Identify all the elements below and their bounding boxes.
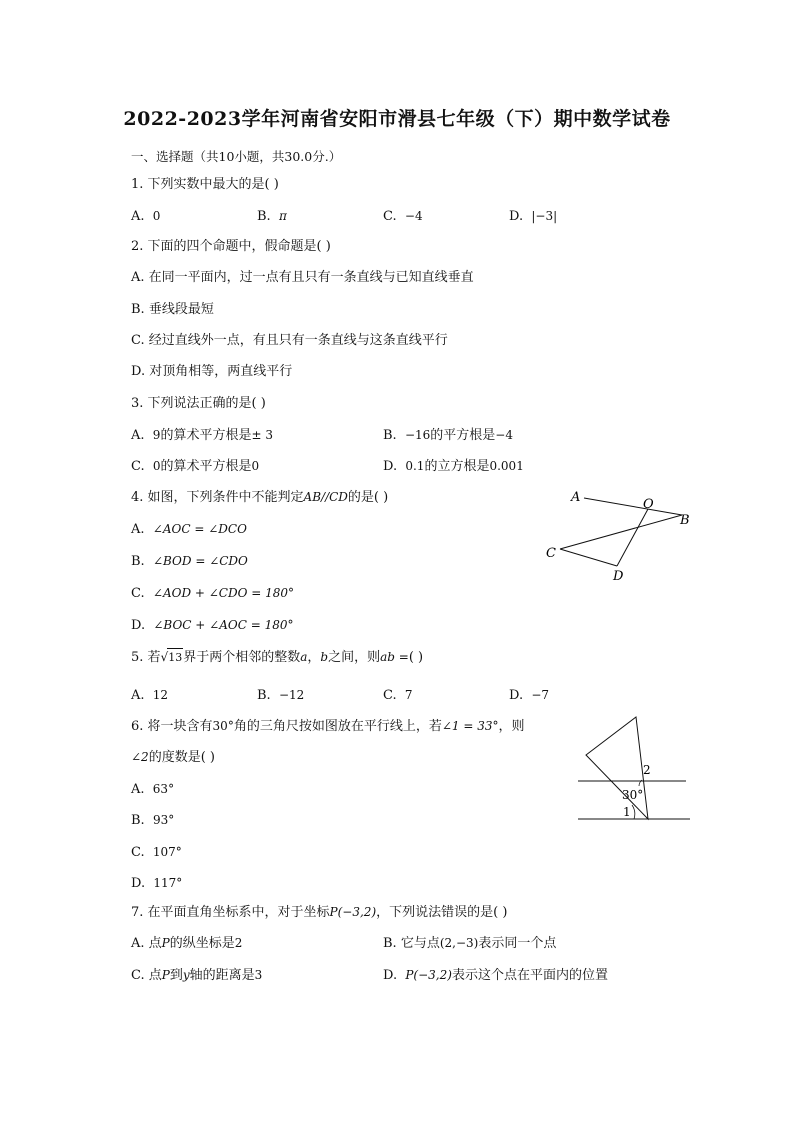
- q7-stem: 7. 在平面直角坐标系中，对于坐标P(−3,2)，下列说法错误的是( ): [131, 905, 508, 920]
- q6-label-2: 2: [643, 763, 651, 777]
- q6-arc-1: [632, 805, 635, 819]
- q4-line-ab: [584, 498, 682, 515]
- q6-figure: [572, 712, 694, 827]
- page-title: 2022-2023学年河南省安阳市滑县七年级（下）期中数学试卷: [123, 108, 671, 130]
- q2-option-c: C. 经过直线外一点，有且只有一条直线与这条直线平行: [131, 333, 448, 348]
- q7-option-d: D. P(−3,2)表示这个点在平面内的位置: [383, 968, 608, 983]
- q3-stem: 3. 下列说法正确的是( ): [131, 396, 266, 411]
- q1-option-b: B. π: [257, 209, 287, 224]
- q4-figure: [546, 485, 710, 590]
- q5-option-b: B. −12: [257, 688, 305, 703]
- q5-option-c: C. 7: [383, 688, 413, 703]
- q7-option-b: B. 它与点(2,−3)表示同一个点: [383, 936, 557, 951]
- q6-option-d: D. 117°: [131, 876, 183, 891]
- q6-stem-cont: ∠2的度数是( ): [131, 750, 215, 765]
- q1-option-c: C. −4: [383, 209, 423, 224]
- q7-option-a: A. 点P的纵坐标是2: [131, 936, 243, 951]
- q5-option-a: A. 12: [131, 688, 169, 703]
- q6-option-b: B. 93°: [131, 813, 175, 828]
- q4-label-d: D: [613, 569, 624, 584]
- q6-triangle: [586, 717, 648, 819]
- q6-label-1: 1: [623, 805, 631, 819]
- q4-label-c: C: [546, 546, 556, 561]
- q5-stem: 5. 若√13界于两个相邻的整数a，b之间，则ab =( ): [131, 650, 424, 665]
- q4-option-c: C. ∠AOD + ∠CDO = 180°: [131, 586, 295, 601]
- q4-line-oc: [560, 515, 682, 549]
- q4-option-b: B. ∠BOD = ∠CDO: [131, 554, 248, 569]
- q3-option-d: D. 0.1的立方根是0.001: [383, 459, 524, 474]
- q3-option-b: B. −16的平方根是−4: [383, 428, 513, 443]
- q3-option-a: A. 9的算术平方根是± 3: [131, 428, 273, 443]
- q1-stem: 1. 下列实数中最大的是( ): [131, 177, 279, 192]
- q7-option-c: C. 点P到y轴的距离是3: [131, 968, 263, 983]
- q2-option-a: A. 在同一平面内，过一点有且只有一条直线与已知直线垂直: [131, 270, 474, 285]
- q6-option-c: C. 107°: [131, 845, 182, 860]
- q1-option-a: A. 0: [131, 209, 161, 224]
- q4-option-a: A. ∠AOC = ∠DCO: [131, 522, 247, 537]
- sqrt-sign: √: [160, 650, 169, 664]
- q4-line-cd: [560, 549, 617, 566]
- q4-line-do: [617, 509, 648, 566]
- q3-option-c: C. 0的算术平方根是0: [131, 459, 260, 474]
- q4-label-b: B: [680, 513, 690, 528]
- q4-label-o: O: [643, 497, 654, 512]
- q6-stem: 6. 将一块含有30°角的三角尺按如图放在平行线上，若∠1 = 33°，则: [131, 719, 525, 734]
- q6-label-30: 30°: [622, 788, 644, 802]
- section-heading: 一、选择题（共10小题，共30.0分.）: [131, 149, 342, 164]
- q5-option-d: D. −7: [509, 688, 550, 703]
- q6-option-a: A. 63°: [131, 782, 175, 797]
- q2-stem: 2. 下面的四个命题中，假命题是( ): [131, 239, 331, 254]
- q4-option-d: D. ∠BOC + ∠AOC = 180°: [131, 618, 294, 633]
- q1-option-d: D. |−3|: [509, 209, 558, 224]
- q4-label-a: A: [571, 490, 581, 505]
- q2-option-d: D. 对顶角相等，两直线平行: [131, 364, 293, 379]
- q2-option-b: B. 垂线段最短: [131, 302, 214, 317]
- q4-stem: 4. 如图，下列条件中不能判定AB//CD的是( ): [131, 490, 389, 505]
